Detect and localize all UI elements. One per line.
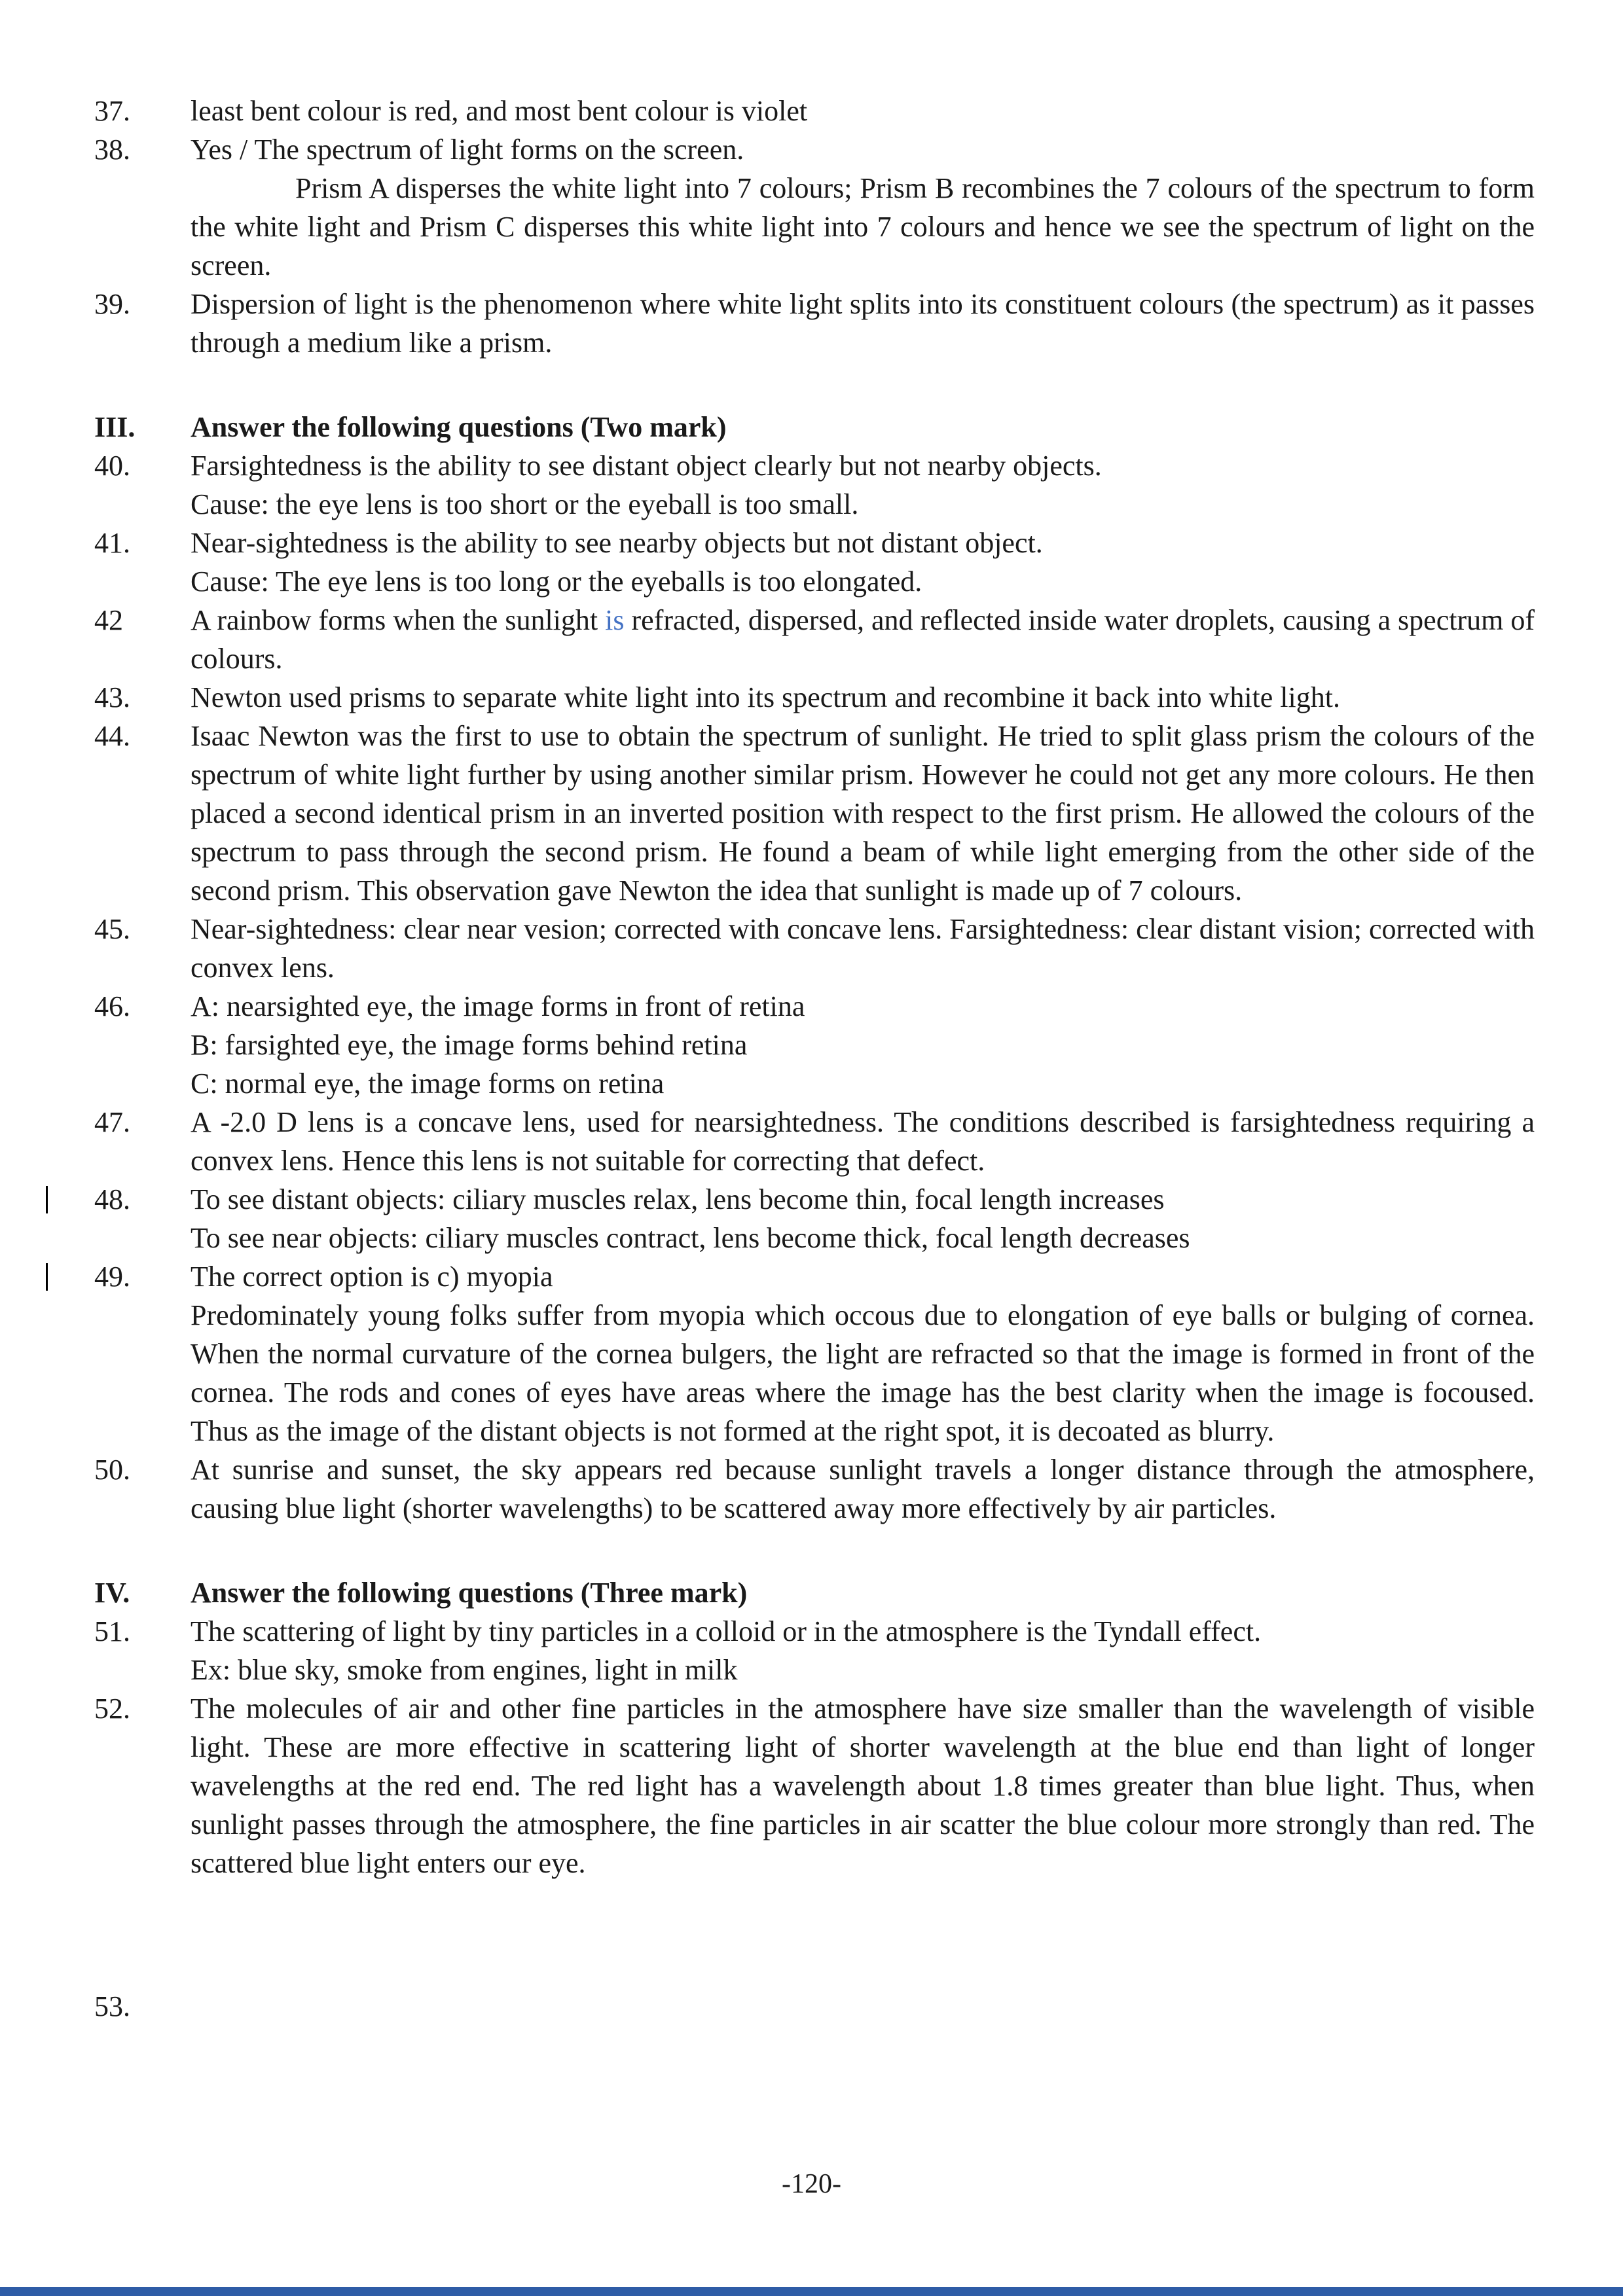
page-number: -120- — [782, 2169, 841, 2199]
item-text: least bent colour is red, and most bent colour is violet — [191, 95, 808, 127]
answer-item-38 — [94, 130, 1535, 285]
item-text-accent-word: is — [605, 604, 625, 636]
item-content — [191, 1689, 1535, 1882]
item-text: C: normal eye, the image forms on retina — [191, 1067, 665, 1100]
item-number: 47. — [94, 1106, 130, 1138]
item-content — [191, 130, 1535, 285]
item-number: 48. — [94, 1183, 130, 1215]
answer-item-41 — [94, 524, 1535, 601]
item-text: At sunrise and sunset, the sky appears red because sunlight travels a longer distance through the atmosphere, causing blue light (shorter wavelengths) to be scattered away more effectively by air particles. — [191, 1454, 1535, 1524]
answer-item-44 — [94, 717, 1535, 910]
item-number: 42 — [94, 604, 123, 636]
item-content — [191, 1257, 1535, 1450]
item-content — [191, 678, 1535, 717]
item-text: The scattering of light by tiny particles in a colloid or in the atmosphere is the Tyndall effect. — [191, 1615, 1262, 1647]
section-title-wrap — [191, 408, 1535, 446]
item-text: To see near objects: ciliary muscles contract, lens become thick, focal length decreases — [191, 1222, 1190, 1254]
item-number: 51. — [94, 1615, 130, 1647]
answer-item-46 — [94, 987, 1535, 1103]
item-number: 40. — [94, 450, 130, 482]
section-title: Answer the following questions (Two mark) — [191, 411, 727, 443]
item-text: Isaac Newton was the first to use to obtain the spectrum of sunlight. He tried to split glass prism the colours of the spectrum of white light further by using another similar prism. However he could not get any more colours. He then placed a second identical prism in an inverted position with respect to the first prism. He allowed the colours of the spectrum to pass through the second prism. He found a beam of while light emerging from the other side of the second prism. This observation gave Newton the idea that sunlight is made up of 7 colours. — [191, 720, 1535, 906]
item-text: The correct option is c) myopia — [191, 1261, 553, 1293]
item-text: Yes / The spectrum of light forms on the screen. — [191, 134, 744, 166]
item-number: 39. — [94, 288, 130, 320]
item-text: The molecules of air and other fine particles in the atmosphere have size smaller than the wavelength of visible light. These are more effective in scattering light of shorter wavelength at the blue end than light of longer wavelengths at the red end. The red light has a wavelength about 1.8 times greater than blue light. Thus, when sunlight passes through the atmosphere, the fine particles in air scatter the blue colour more strongly than red. The scattered blue light enters our eye. — [191, 1693, 1535, 1879]
item-number: 49. — [94, 1261, 130, 1293]
answer-item-42 — [94, 601, 1535, 678]
item-content — [191, 92, 1535, 130]
item-text: Cause: the eye lens is too short or the eyeball is too small. — [191, 488, 859, 520]
item-text: Predominately young folks suffer from myopia which occous due to elongation of eye balls or bulging of cornea. When the normal curvature of the cornea bulgers, the light are refracted so that the image is formed in front of the cornea. The rods and cones of eyes have areas where the image has the best clarity when the image is focoused. Thus as the image of the distant objects is not formed at the right spot, it is decoated as blurry. — [191, 1299, 1535, 1447]
item-content — [191, 524, 1535, 601]
answer-item-49 — [94, 1257, 1535, 1450]
item-text: Ex: blue sky, smoke from engines, light in milk — [191, 1654, 738, 1686]
item-text: Dispersion of light is the phenomenon where white light splits into its constituent colours (the spectrum) as it passes through a medium like a prism. — [191, 288, 1535, 359]
item-number: 44. — [94, 720, 130, 752]
item-number: 37. — [94, 95, 130, 127]
item-text: To see distant objects: ciliary muscles relax, lens become thin, focal length increases — [191, 1183, 1165, 1215]
item-number: 38. — [94, 134, 130, 166]
section-number: III. — [94, 411, 136, 443]
item-content — [191, 446, 1535, 524]
answer-item-50 — [94, 1450, 1535, 1528]
answer-item-39 — [94, 285, 1535, 362]
item-text — [191, 601, 1535, 678]
revision-mark — [46, 1263, 48, 1291]
item-text-part: refracted, dispersed, and reflected inside water droplets, causing a spectrum of colours. — [191, 604, 1535, 675]
item-content — [191, 601, 1535, 678]
item-content — [191, 1612, 1535, 1689]
answer-item-40 — [94, 446, 1535, 524]
answer-item-37 — [94, 92, 1535, 130]
item-content — [191, 1450, 1535, 1528]
answer-item-48 — [94, 1180, 1535, 1257]
item-number: 45. — [94, 913, 130, 945]
item-number: 46. — [94, 990, 130, 1022]
item-text: B: farsighted eye, the image forms behind retina — [191, 1029, 748, 1061]
section-number: IV. — [94, 1577, 130, 1609]
section-title: Answer the following questions (Three mark) — [191, 1577, 748, 1609]
item-text: Newton used prisms to separate white light into its spectrum and recombine it back into white light. — [191, 681, 1340, 713]
item-content — [191, 1103, 1535, 1180]
item-text-part: A rainbow forms when the sunlight — [191, 604, 606, 636]
answer-item-52 — [94, 1689, 1535, 1882]
item-text: A: nearsighted eye, the image forms in front of retina — [191, 990, 805, 1022]
answer-item-53 — [94, 1987, 1535, 2026]
item-text: Cause: The eye lens is too long or the eyeballs is too elongated. — [191, 565, 922, 598]
revision-mark — [46, 1186, 48, 1213]
section-heading-three — [94, 408, 1535, 446]
item-number: 53. — [94, 1990, 130, 2022]
item-text: Near-sightedness is the ability to see nearby objects but not distant object. — [191, 527, 1043, 559]
section-heading-four — [94, 1573, 1535, 1612]
item-content — [191, 987, 1535, 1103]
item-number: 41. — [94, 527, 130, 559]
item-text: Prism A disperses the white light into 7 colours; Prism B recombines the 7 colours of the spectrum to form the white light and Prism C disperses this white light into 7 colours and hence we see the spectrum of light on the screen. — [191, 172, 1535, 281]
answer-item-43 — [94, 678, 1535, 717]
answer-item-45 — [94, 910, 1535, 987]
item-text: Farsightedness is the ability to see distant object clearly but not nearby objects. — [191, 450, 1102, 482]
answer-item-47 — [94, 1103, 1535, 1180]
item-content — [191, 717, 1535, 910]
item-content — [191, 1180, 1535, 1257]
item-number: 52. — [94, 1693, 130, 1725]
answer-item-51 — [94, 1612, 1535, 1689]
section-title-wrap — [191, 1573, 1535, 1612]
item-text: Near-sightedness: clear near vesion; corrected with concave lens. Farsightedness: clear distant vision; corrected with convex lens. — [191, 913, 1535, 984]
item-number: 43. — [94, 681, 130, 713]
item-number: 50. — [94, 1454, 130, 1486]
item-content — [191, 910, 1535, 987]
item-content — [191, 285, 1535, 362]
item-text: A -2.0 D lens is a concave lens, used for nearsightedness. The conditions described is farsightedness requiring a convex lens. Hence this lens is not suitable for correcting that defect. — [191, 1106, 1535, 1177]
footer-accent-bar — [0, 2287, 1623, 2296]
